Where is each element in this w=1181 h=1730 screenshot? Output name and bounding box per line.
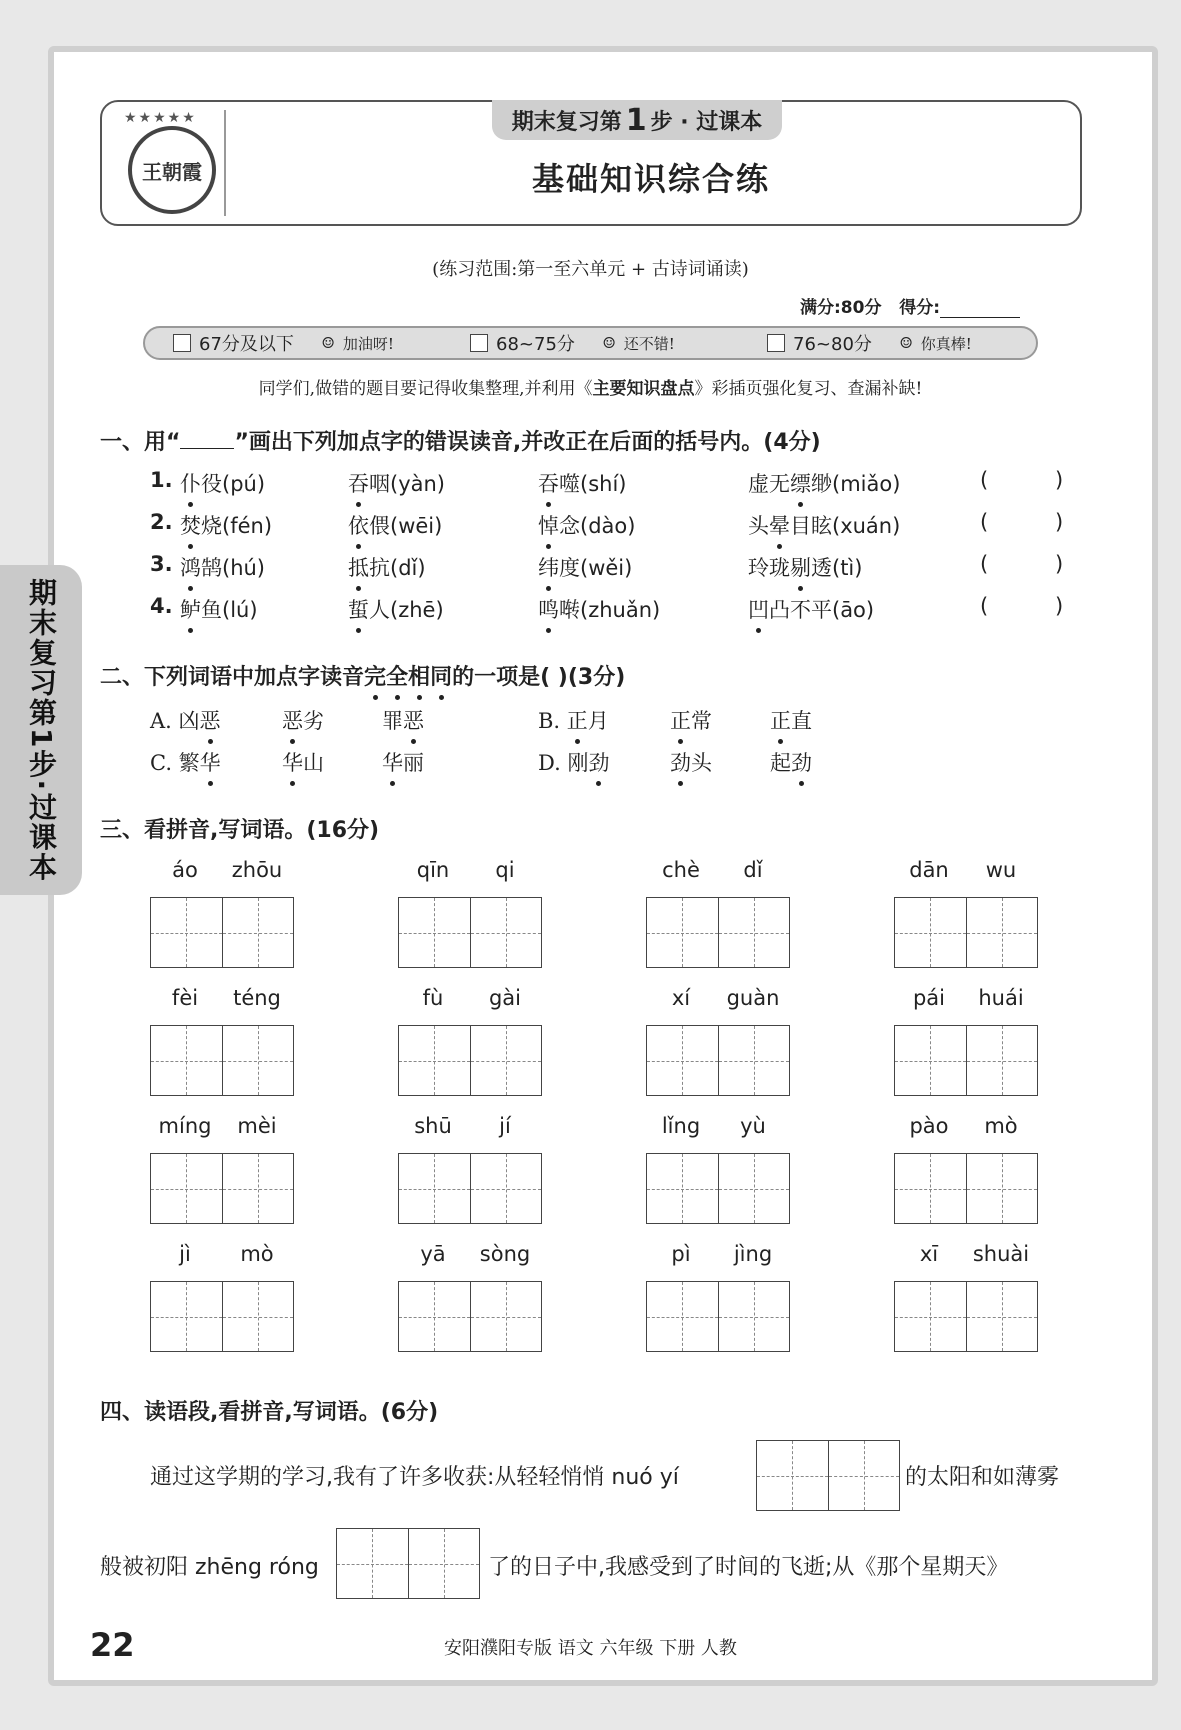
- pinyin-label: jí: [499, 1114, 511, 1138]
- header-box: [100, 100, 1082, 226]
- answer-grid[interactable]: [894, 897, 1038, 968]
- word-with-pinyin: 抵抗(dǐ): [348, 552, 426, 582]
- pinyin-label: gài: [488, 986, 522, 1010]
- grid-cell[interactable]: [647, 1154, 719, 1223]
- pinyin-label: lǐng: [661, 1114, 701, 1138]
- pinyin-label: xí: [671, 986, 691, 1010]
- pinyin-label: qi: [495, 858, 515, 882]
- option-word: 正常: [670, 705, 712, 735]
- rating-segment: [739, 328, 1036, 358]
- grid-cell[interactable]: [719, 898, 790, 967]
- answer-bracket[interactable]: ( ): [980, 552, 1064, 576]
- grid-cell[interactable]: [719, 1026, 790, 1095]
- tip-line: [0, 374, 1181, 399]
- answer-grid[interactable]: [894, 1025, 1038, 1096]
- pinyin-label: dān: [909, 858, 949, 882]
- pinyin-label: dǐ: [743, 858, 763, 882]
- word-with-pinyin: 仆役(pú): [180, 468, 265, 498]
- word-with-pinyin: 吞咽(yàn): [348, 468, 445, 498]
- answer-grid[interactable]: [398, 1025, 542, 1096]
- option-word: C. 繁华: [150, 747, 221, 777]
- answer-grid[interactable]: [646, 1025, 790, 1096]
- logo-text: 王朝霞: [142, 159, 202, 184]
- underline-sample: [180, 446, 234, 449]
- option-word: A. 凶恶: [150, 705, 221, 735]
- option-word: 正直: [770, 705, 812, 735]
- answer-grid[interactable]: [646, 1281, 790, 1352]
- smiley-icon: ☺: [321, 334, 335, 352]
- answer-grid[interactable]: [894, 1281, 1038, 1352]
- logo-stars: ★★★★★: [124, 110, 197, 126]
- step-tag: [492, 100, 782, 140]
- grid-cell[interactable]: [151, 898, 223, 967]
- word-with-pinyin: 鸣啭(zhuǎn): [538, 594, 660, 624]
- word-with-pinyin: 玲珑剔透(tì): [748, 552, 862, 582]
- word-with-pinyin: 焚烧(fén): [180, 510, 272, 540]
- answer-grid[interactable]: [398, 1153, 542, 1224]
- grid-cell[interactable]: [399, 1154, 471, 1223]
- brand-logo: [114, 110, 226, 216]
- grid-cell[interactable]: [895, 898, 967, 967]
- pinyin-label: wu: [985, 858, 1017, 882]
- grid-cell[interactable]: [895, 1282, 967, 1351]
- answer-grid[interactable]: [398, 1281, 542, 1352]
- word-with-pinyin: 凹凸不平(āo): [748, 594, 874, 624]
- answer-grid[interactable]: [646, 1153, 790, 1224]
- pinyin-label: yù: [740, 1114, 766, 1138]
- rating-comment: 你真棒!: [920, 334, 972, 353]
- answer-grid[interactable]: [756, 1440, 900, 1511]
- grid-cell[interactable]: [829, 1441, 900, 1510]
- option-word: 罪恶: [382, 705, 424, 735]
- pinyin-label: mò: [984, 1114, 1018, 1138]
- side-tab-label: 期末复习第1步·过课本: [25, 577, 58, 883]
- answer-bracket[interactable]: ( ): [980, 594, 1064, 618]
- q1-title-post: ”画出下列加点字的错误读音,并改正在后面的括号内。(4分): [234, 430, 821, 455]
- checkbox[interactable]: [173, 334, 191, 352]
- rating-segment: [145, 328, 442, 358]
- word-with-pinyin: 鸿鹄(hú): [180, 552, 265, 582]
- answer-bracket[interactable]: ( ): [980, 468, 1064, 492]
- word-with-pinyin: 虚无缥缈(miǎo): [748, 468, 900, 498]
- grid-cell[interactable]: [895, 1154, 967, 1223]
- got-score-label: 得分:: [899, 298, 941, 318]
- grid-cell[interactable]: [399, 1026, 471, 1095]
- step-tag-pre: 期末复习第: [511, 109, 622, 135]
- pinyin-label: fù: [422, 986, 444, 1010]
- pinyin-label: téng: [233, 986, 281, 1010]
- pinyin-label: fèi: [171, 986, 199, 1010]
- word-with-pinyin: 头晕目眩(xuán): [748, 510, 900, 540]
- word-with-pinyin: 吞噬(shí): [538, 468, 626, 498]
- pinyin-label: yā: [420, 1242, 446, 1266]
- grid-cell[interactable]: [151, 1154, 223, 1223]
- grid-cell[interactable]: [409, 1529, 480, 1598]
- option-word: D. 刚劲: [538, 747, 609, 777]
- q2-title-pre: 二、下列词语中加点字读音: [100, 665, 365, 690]
- grid-cell[interactable]: [647, 1026, 719, 1095]
- word-with-pinyin: 悼念(dào): [538, 510, 635, 540]
- answer-bracket[interactable]: ( ): [980, 510, 1064, 534]
- word-with-pinyin: 纬度(wěi): [538, 552, 632, 582]
- grid-cell[interactable]: [757, 1441, 829, 1510]
- tip-bold: 主要知识盘点: [592, 379, 695, 399]
- answer-grid[interactable]: [150, 1025, 294, 1096]
- paragraph-line-2-post: 了的日子中,我感受到了时间的飞逝;从《那个星期天》: [488, 1555, 1009, 1580]
- q1-title-pre: 一、用“: [100, 430, 181, 455]
- grid-cell[interactable]: [223, 898, 294, 967]
- pinyin-label: jìng: [733, 1242, 773, 1266]
- grid-cell[interactable]: [895, 1026, 967, 1095]
- answer-grid[interactable]: [398, 897, 542, 968]
- pinyin-label: pào: [909, 1114, 949, 1138]
- item-number: 4.: [150, 594, 173, 618]
- grid-cell[interactable]: [223, 1026, 294, 1095]
- question-4-title: 四、读语段,看拼音,写词语。(6分): [100, 1400, 439, 1425]
- option-word: 华丽: [382, 747, 424, 777]
- full-score: 满分:80分: [800, 298, 882, 318]
- q2-title-post: 的一项是( )(3分): [452, 665, 626, 690]
- step-tag-num: 1: [625, 102, 647, 138]
- pinyin-label: huái: [978, 986, 1024, 1010]
- step-tag-post: 步 · 过课本: [650, 109, 763, 135]
- paragraph-line-1-pre: 通过这学期的学习,我有了许多收获:从轻轻悄悄 nuó yí: [150, 1465, 679, 1490]
- grid-cell[interactable]: [967, 898, 1038, 967]
- pinyin-label: pái: [912, 986, 946, 1010]
- practice-range: (练习范围:第一至六单元 + 古诗词诵读): [432, 259, 749, 280]
- q2-title-dotted: 完全相同: [364, 665, 452, 690]
- word-with-pinyin: 鲈鱼(lú): [180, 594, 258, 624]
- grid-cell[interactable]: [151, 1282, 223, 1351]
- question-3-title: 三、看拼音,写词语。(16分): [100, 818, 380, 843]
- pinyin-label: guàn: [726, 986, 780, 1010]
- rating-range: 76~80分: [793, 334, 872, 355]
- grid-cell[interactable]: [471, 1026, 542, 1095]
- word-with-pinyin: 依偎(wēi): [348, 510, 442, 540]
- answer-grid[interactable]: [150, 897, 294, 968]
- pinyin-label: áo: [172, 858, 198, 882]
- rating-segment: [442, 328, 739, 358]
- word-with-pinyin: 蜇人(zhē): [348, 594, 444, 624]
- rating-comment: 还不错!: [623, 334, 675, 353]
- page-title: 基础知识综合练: [531, 160, 770, 198]
- grid-cell[interactable]: [471, 1282, 542, 1351]
- grid-cell[interactable]: [967, 1282, 1038, 1351]
- score-rating-bar: [143, 326, 1038, 360]
- pinyin-label: shū: [414, 1114, 452, 1138]
- question-2-title: [100, 660, 625, 691]
- grid-cell[interactable]: [399, 1282, 471, 1351]
- paragraph-line-1-post: 的太阳和如薄雾: [905, 1465, 1060, 1490]
- score-blank[interactable]: [940, 303, 1020, 318]
- option-word: 华山: [282, 747, 324, 777]
- grid-cell[interactable]: [471, 898, 542, 967]
- grid-cell[interactable]: [719, 1154, 790, 1223]
- page-number: 22: [90, 1626, 135, 1664]
- item-number: 2.: [150, 510, 173, 534]
- smiley-icon: ☺: [602, 334, 616, 352]
- answer-grid[interactable]: [646, 897, 790, 968]
- logo-seal: [128, 126, 216, 214]
- pinyin-label: mèi: [237, 1114, 277, 1138]
- smiley-icon: ☺: [899, 334, 913, 352]
- question-1-title: [100, 425, 821, 456]
- rating-range: 67分及以下: [199, 334, 294, 355]
- checkbox[interactable]: [470, 334, 488, 352]
- grid-cell[interactable]: [151, 1026, 223, 1095]
- grid-cell[interactable]: [223, 1154, 294, 1223]
- pinyin-label: qīn: [416, 858, 450, 882]
- grid-cell[interactable]: [967, 1154, 1038, 1223]
- item-number: 1.: [150, 468, 173, 492]
- footer-text: 安阳濮阳专版 语文 六年级 下册 人教: [444, 1638, 737, 1659]
- option-word: 恶劣: [282, 705, 324, 735]
- pinyin-label: zhōu: [231, 858, 283, 882]
- grid-cell[interactable]: [719, 1282, 790, 1351]
- grid-cell[interactable]: [647, 898, 719, 967]
- answer-grid[interactable]: [150, 1153, 294, 1224]
- paragraph-line-2-pre: 般被初阳 zhēng róng: [100, 1555, 319, 1580]
- answer-grid[interactable]: [150, 1281, 294, 1352]
- item-number: 3.: [150, 552, 173, 576]
- grid-cell[interactable]: [647, 1282, 719, 1351]
- answer-grid[interactable]: [336, 1528, 480, 1599]
- pinyin-label: sòng: [479, 1242, 531, 1266]
- option-word: 起劲: [770, 747, 812, 777]
- pinyin-label: jì: [179, 1242, 191, 1266]
- tip-post: 》彩插页强化复习、查漏补缺!: [694, 379, 923, 399]
- rating-range: 68~75分: [496, 334, 575, 355]
- answer-grid[interactable]: [894, 1153, 1038, 1224]
- pinyin-label: mò: [240, 1242, 274, 1266]
- grid-cell[interactable]: [471, 1154, 542, 1223]
- side-tab: [0, 565, 82, 895]
- grid-cell[interactable]: [223, 1282, 294, 1351]
- pinyin-label: pì: [671, 1242, 691, 1266]
- grid-cell[interactable]: [337, 1529, 409, 1598]
- option-word: 劲头: [670, 747, 712, 777]
- score-line: [800, 293, 1020, 318]
- grid-cell[interactable]: [399, 898, 471, 967]
- option-word: B. 正月: [538, 705, 609, 735]
- grid-cell[interactable]: [967, 1026, 1038, 1095]
- pinyin-label: chè: [662, 858, 700, 882]
- checkbox[interactable]: [767, 334, 785, 352]
- tip-pre: 同学们,做错的题目要记得收集整理,并利用《: [258, 379, 593, 399]
- pinyin-label: shuài: [972, 1242, 1030, 1266]
- rating-comment: 加油呀!: [342, 334, 394, 353]
- pinyin-label: míng: [158, 1114, 212, 1138]
- pinyin-label: xī: [919, 1242, 939, 1266]
